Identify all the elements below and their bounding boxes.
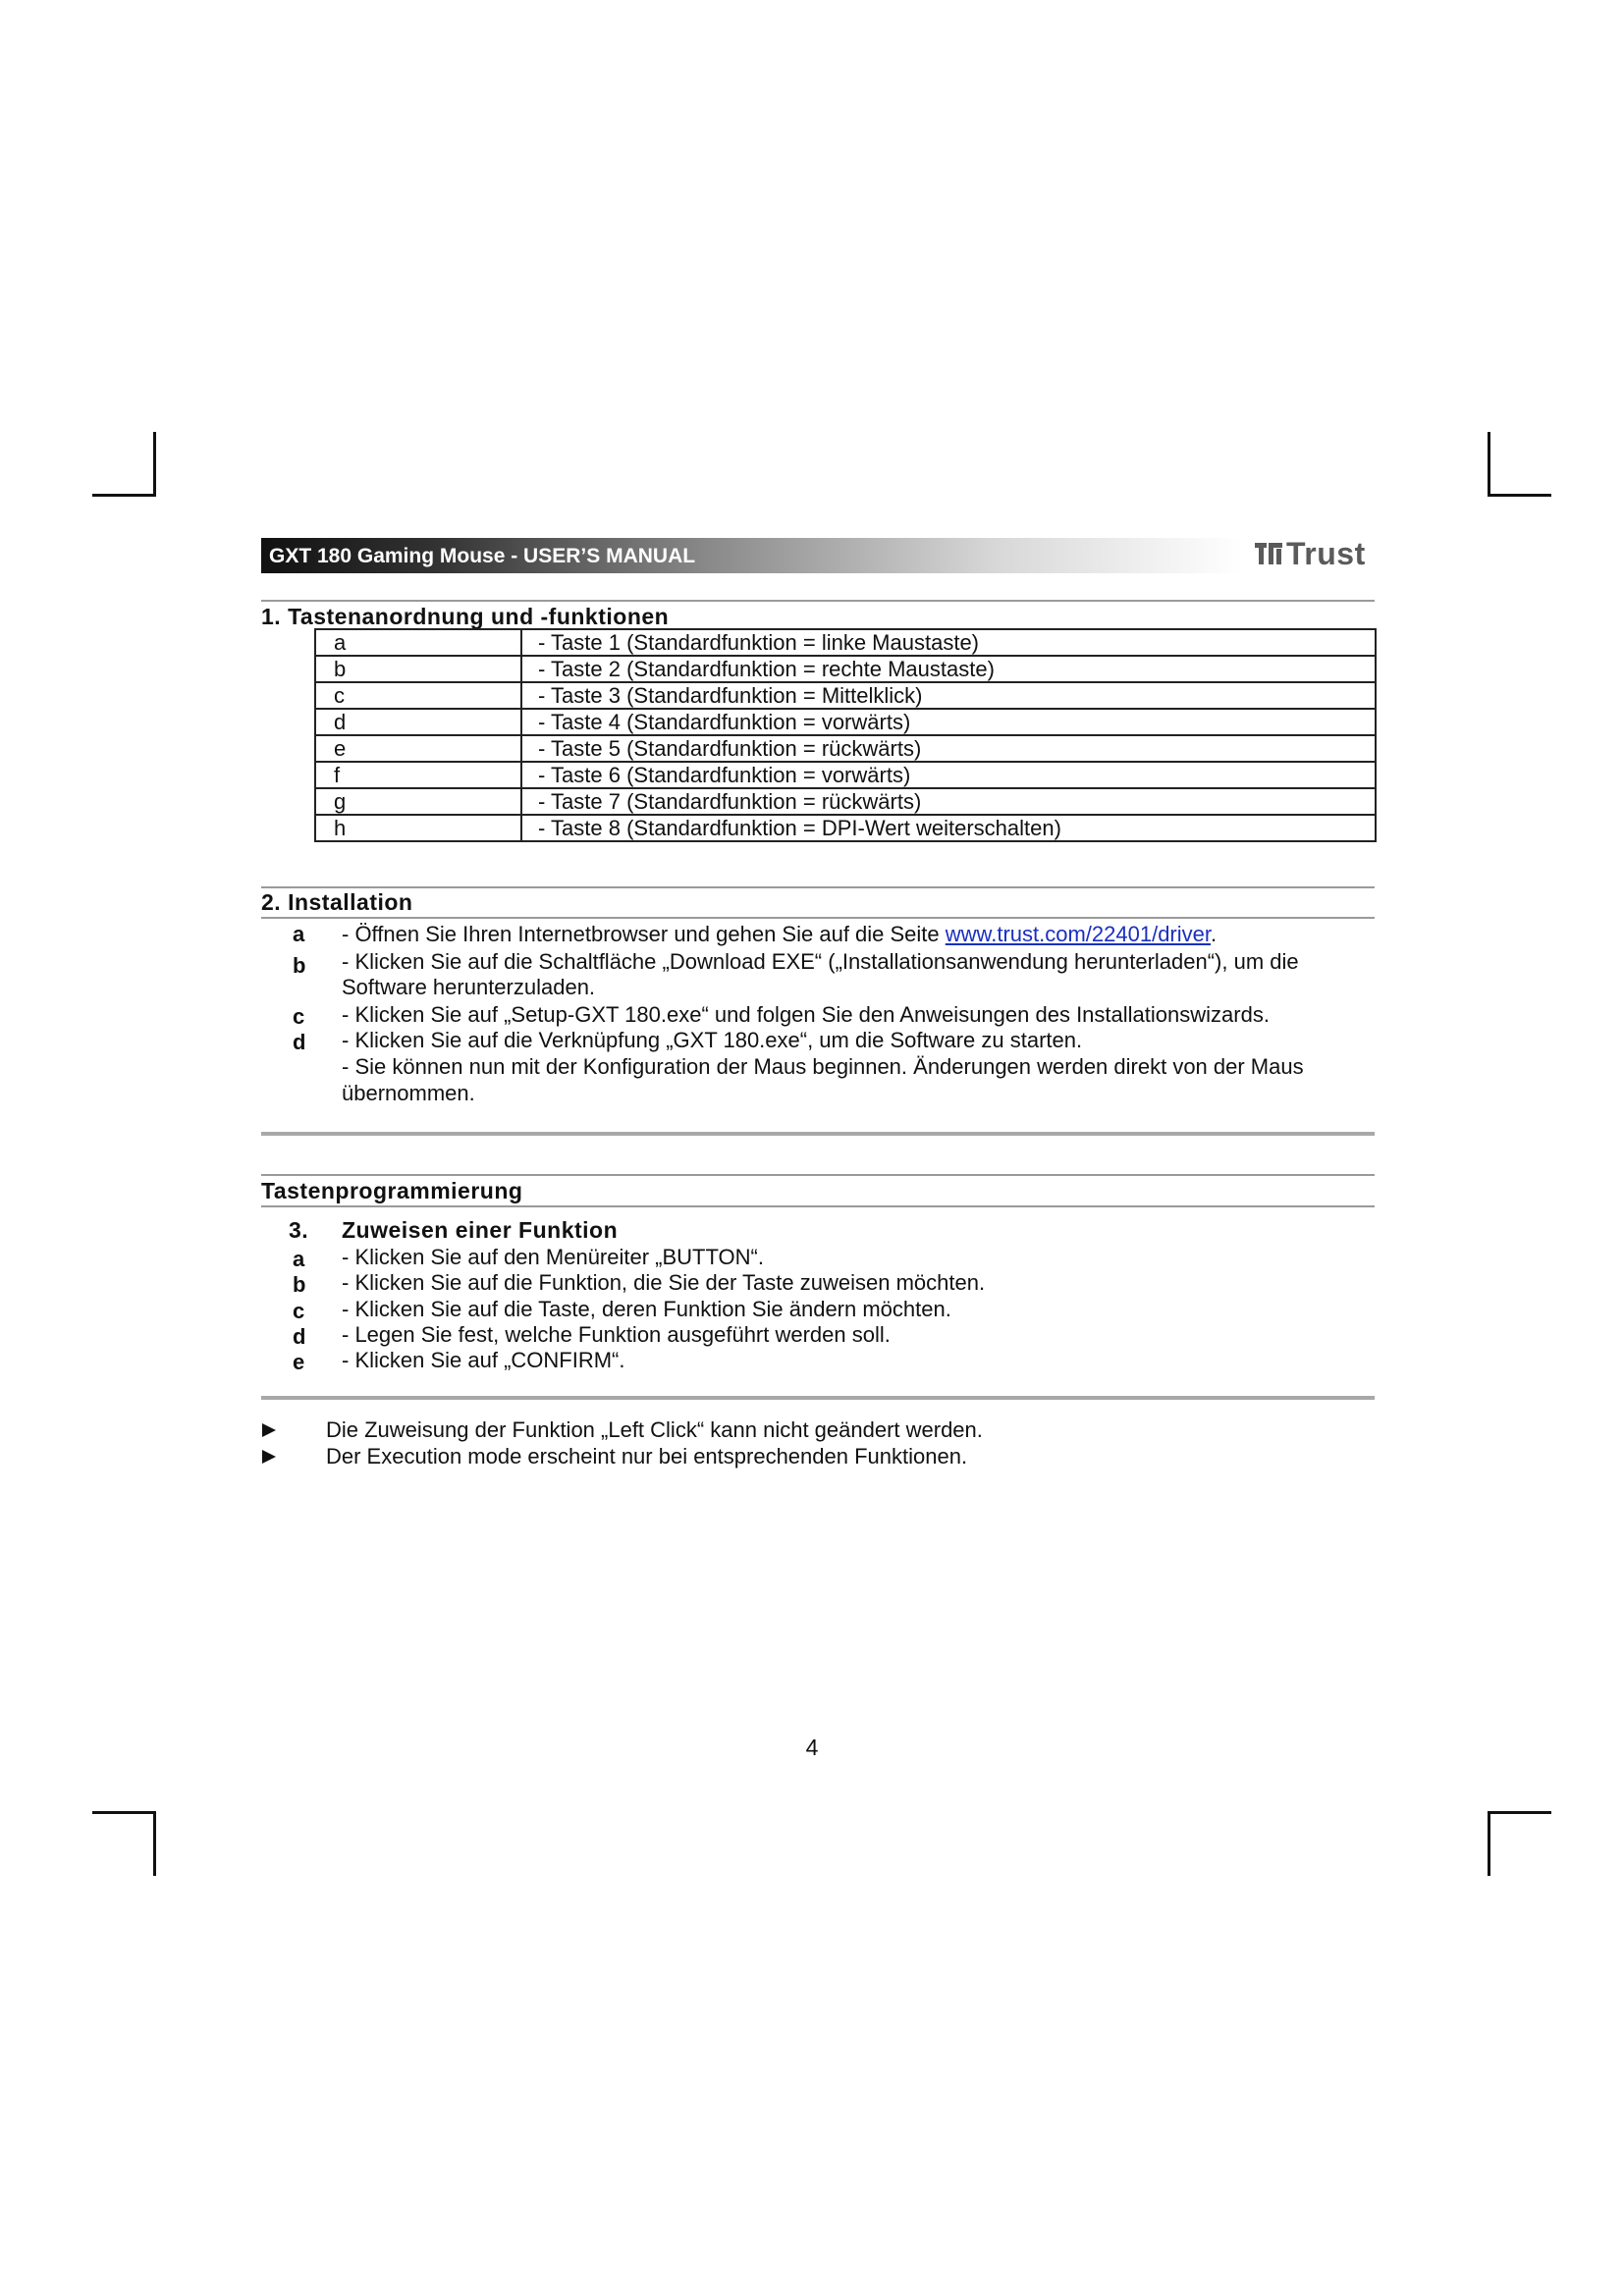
crop-mark-top-left-vertical [153,432,156,497]
driver-download-link[interactable]: www.trust.com/22401/driver [945,922,1211,946]
table-row [315,656,1376,682]
note-text: Der Execution mode erscheint nur bei entsprechenden Funktionen. [326,1444,968,1468]
section-3-title-rule [261,1205,1375,1207]
step-letter: d [293,1030,306,1054]
step-text: - Öffnen Sie Ihren Internetbrowser und gehen Sie auf die Seite [342,922,946,946]
note-text: Die Zuweisung der Funktion „Left Click“ kann nicht geändert werden. [326,1417,983,1442]
table-row [315,709,1376,735]
button-key: d [315,709,521,735]
subsection-number: 3. [289,1217,309,1243]
crop-mark-top-left-horizontal [92,494,156,497]
crop-mark-top-right-vertical [1488,432,1490,497]
section-2-title-rule [261,917,1375,919]
step-text: - Klicken Sie auf die Funktion, die Sie der Taste zuweisen möchten. [342,1270,986,1295]
notes-top-rule [261,1396,1375,1400]
button-function: - Taste 1 (Standardfunktion = linke Maustaste) [521,629,1376,656]
step-letter: a [293,922,305,946]
button-function: - Taste 3 (Standardfunktion = Mittelklick) [521,682,1376,709]
step-text: - Klicken Sie auf die Taste, deren Funktion Sie ändern möchten. [342,1297,951,1321]
section-2-bottom-rule [261,1132,1375,1136]
button-function: - Taste 8 (Standardfunktion = DPI-Wert weiterschalten) [521,815,1376,841]
section-3-title: Tastenprogrammierung [261,1178,523,1203]
button-key: h [315,815,521,841]
header-rule [261,600,1375,602]
manual-title: GXT 180 Gaming Mouse - USER’S MANUAL [269,545,696,567]
crop-mark-bottom-left-horizontal [92,1811,156,1814]
button-key: b [315,656,521,682]
crop-mark-top-right-horizontal [1488,494,1551,497]
step-text: - Legen Sie fest, welche Funktion ausgeführt werden soll. [342,1322,891,1347]
button-function: - Taste 4 (Standardfunktion = vorwärts) [521,709,1376,735]
button-key: a [315,629,521,656]
step-text-line1: - Klicken Sie auf die Schaltfläche „Download EXE“ („Installationsanwendung herunterladen“), um die [342,949,1299,974]
crop-mark-bottom-right-vertical [1488,1811,1490,1876]
section-3-top-rule [261,1174,1375,1176]
section-1-title: 1. Tastenanordnung und -funktionen [261,604,670,629]
step-letter: a [293,1247,305,1271]
step-text: - Klicken Sie auf „CONFIRM“. [342,1348,625,1372]
table-row [315,682,1376,709]
subsection-label: Zuweisen einer Funktion [342,1217,619,1243]
step-letter: d [293,1324,306,1349]
subsection-title [289,1217,618,1244]
step-text: - Klicken Sie auf den Menüreiter „BUTTON“. [342,1245,764,1269]
manual-header-bar [261,538,1243,573]
install-note-line1: - Sie können nun mit der Konfiguration der Maus beginnen. Änderungen werden direkt von der Maus [342,1054,1304,1079]
page-number: 4 [805,1735,819,1760]
table-row [315,735,1376,762]
button-function-table [314,628,1377,842]
section-2-title: 2. Installation [261,889,413,915]
button-function: - Taste 5 (Standardfunktion = rückwärts) [521,735,1376,762]
button-key: c [315,682,521,709]
button-key: g [315,788,521,815]
table-row [315,629,1376,656]
crop-mark-bottom-right-horizontal [1488,1811,1551,1814]
button-function: - Taste 7 (Standardfunktion = rückwärts) [521,788,1376,815]
install-note-line2: übernommen. [342,1081,475,1105]
crop-mark-bottom-left-vertical [153,1811,156,1876]
note-arrow-icon [261,1422,277,1438]
brand-logo [1255,536,1366,572]
step-text-line2: Software herunterzuladen. [342,975,596,999]
brand-name: Trust [1286,536,1366,571]
step-text: - Klicken Sie auf die Verknüpfung „GXT 180.exe“, um die Software zu starten. [342,1028,1083,1052]
button-key: e [315,735,521,762]
table-row [315,762,1376,788]
table-row [315,788,1376,815]
trust-logo-icon [1255,541,1284,566]
step-letter: c [293,1004,305,1029]
step-letter: e [293,1350,305,1374]
button-function: - Taste 2 (Standardfunktion = rechte Maustaste) [521,656,1376,682]
step-letter: c [293,1299,305,1323]
note-arrow-icon [261,1449,277,1465]
button-key: f [315,762,521,788]
section-2-top-rule [261,886,1375,888]
step-text: - Klicken Sie auf „Setup-GXT 180.exe“ und folgen Sie den Anweisungen des Installationswizards. [342,1002,1270,1027]
step-letter: b [293,953,306,978]
table-row [315,815,1376,841]
button-function: - Taste 6 (Standardfunktion = vorwärts) [521,762,1376,788]
step-letter: b [293,1272,306,1297]
